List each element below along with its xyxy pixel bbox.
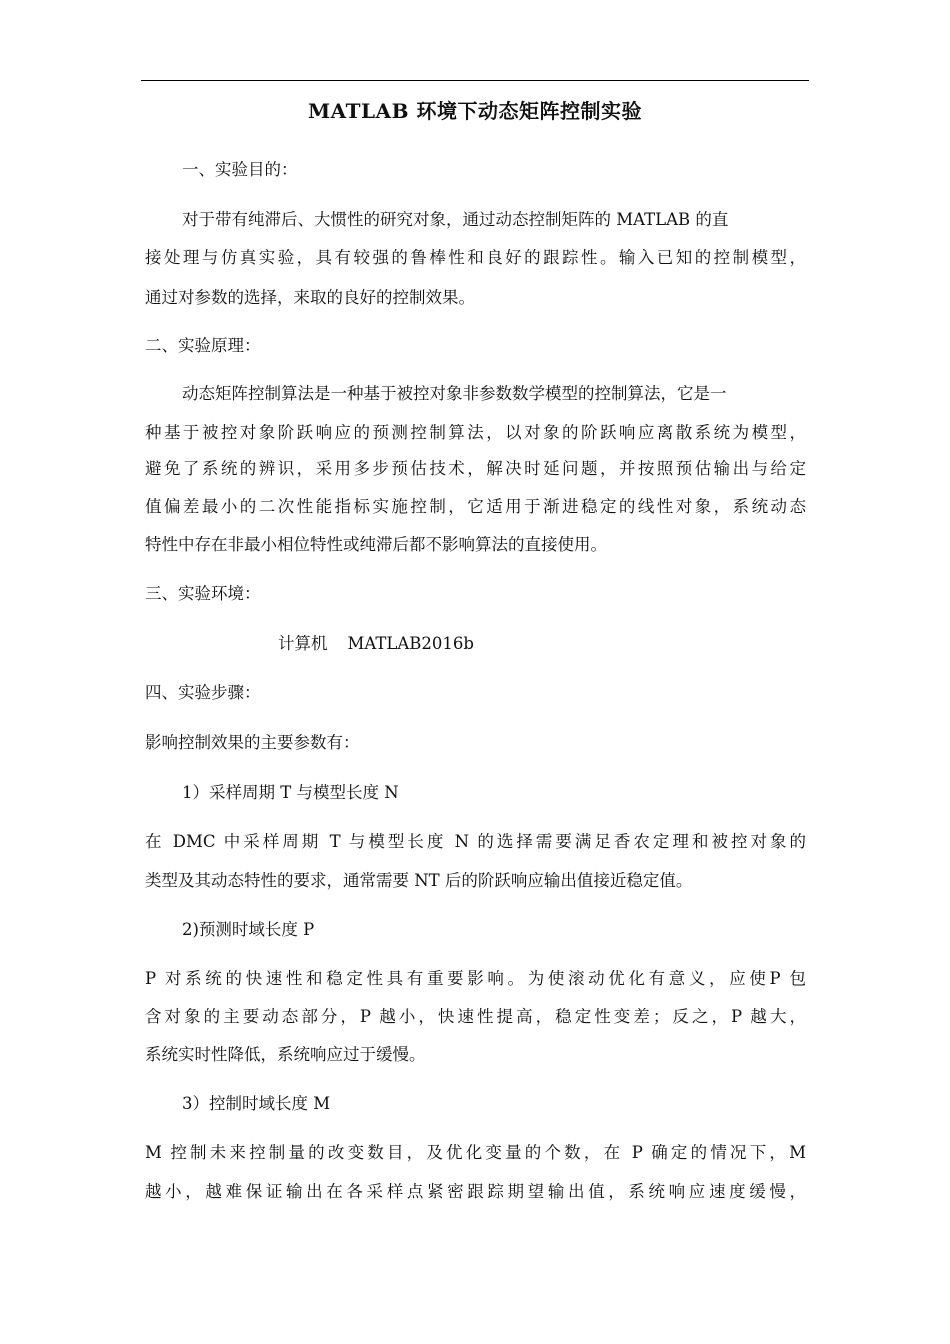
paragraph-line: 种基于被控对象阶跃响应的预测控制算法，以对象的阶跃响应离散系统为模型， — [145, 423, 806, 442]
paragraph-line: 对于带有纯滞后、大惯性的研究对象，通过动态控制矩阵的 MATLAB 的直 — [182, 210, 729, 229]
header-rule — [141, 80, 809, 81]
section-heading-steps: 四、实验步骤： — [145, 683, 261, 702]
paragraph-line: P 对系统的快速性和稳定性具有重要影响。为使滚动优化有意义，应使P 包 — [145, 969, 806, 988]
paragraph-line: 通过对参数的选择，来取的良好的控制效果。 — [145, 288, 475, 307]
paragraph-line: 含对象的主要动态部分，P 越小，快速性提高，稳定性变差；反之，P 越大， — [145, 1007, 806, 1026]
paragraph-line: 动态矩阵控制算法是一种基于被控对象非参数数学模型的控制算法，它是一 — [182, 384, 727, 403]
paragraph-line: 接处理与仿真实验，具有较强的鲁棒性和良好的跟踪性。输入已知的控制模型， — [145, 248, 806, 267]
steps-intro: 影响控制效果的主要参数有： — [145, 733, 360, 752]
paragraph-line: 避免了系统的辨识，采用多步预估技术，解决时延问题，并按照预估输出与给定 — [145, 459, 806, 478]
environment-software: MATLAB2016b — [347, 634, 474, 653]
param3-heading: 3）控制时域长度 M — [182, 1094, 331, 1113]
section-heading-environment: 三、实验环境： — [145, 584, 261, 603]
paragraph-line: 系统实时性降低，系统响应过于缓慢。 — [145, 1045, 426, 1064]
section-heading-principle: 二、实验原理： — [145, 336, 261, 355]
paragraph-line: 在 DMC 中采样周期 T 与模型长度 N 的选择需要满足香农定理和被控对象的 — [145, 832, 806, 851]
param2-heading: 2)预测时域长度 P — [182, 920, 315, 939]
environment-computer: 计算机 — [278, 634, 328, 653]
section-heading-purpose: 一、实验目的： — [182, 160, 298, 179]
paragraph-line: M 控制未来控制量的改变数目，及优化变量的个数，在 P 确定的情况下，M — [145, 1143, 806, 1162]
paragraph-line: 类型及其动态特性的要求，通常需要 NT 后的阶跃响应输出值接近稳定值。 — [145, 871, 693, 890]
paragraph-line: 值偏差最小的二次性能指标实施控制，它适用于渐进稳定的线性对象，系统动态 — [145, 497, 806, 516]
paragraph-line: 特性中存在非最小相位特性或纯滞后都不影响算法的直接使用。 — [145, 535, 607, 554]
environment-line — [278, 632, 474, 656]
document-title: MATLAB 环境下动态矩阵控制实验 — [308, 99, 642, 123]
paragraph-line: 越小，越难保证输出在各采样点紧密跟踪期望输出值，系统响应速度缓慢， — [145, 1182, 806, 1201]
param1-heading: 1）采样周期 T 与模型长度 N — [182, 783, 399, 802]
